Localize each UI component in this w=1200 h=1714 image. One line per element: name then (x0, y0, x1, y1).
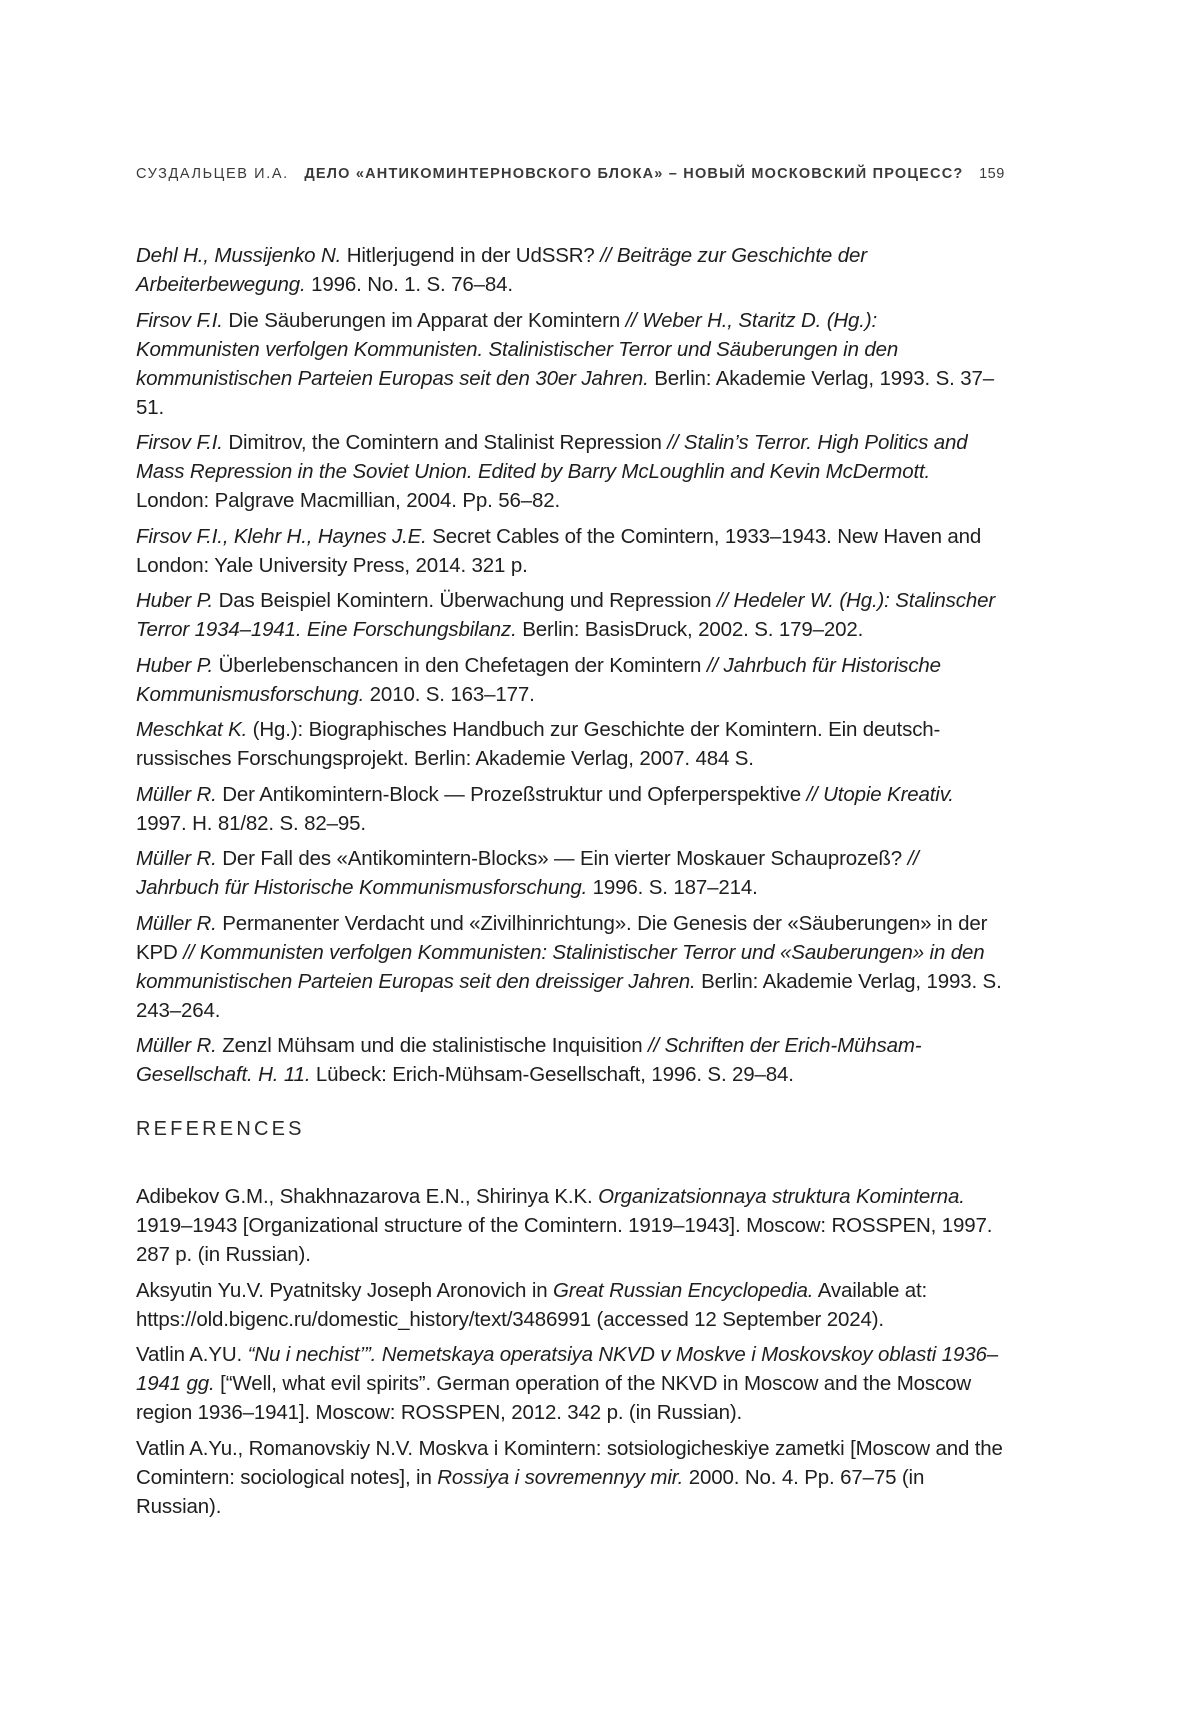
entry-italic-text: Rossiya i sovremennyy mir. (437, 1466, 683, 1489)
bibliography-entry (136, 241, 1006, 299)
entry-text: Berlin: Akademie Verlag, 1993. S. 243–264. (136, 970, 1002, 1022)
entry-italic-text: Organizatsionnaya struktura Kominterna. (598, 1185, 965, 1208)
entry-text: Available at: https://old.bigenc.ru/domestic_history/text/3486991 (accessed 12 September 2024). (136, 1279, 927, 1331)
bibliography-entry (136, 522, 1006, 580)
bibliography-entry (136, 306, 1006, 422)
entry-italic-text: // Hedeler W. (Hg.): Stalinscher Terror 1934–1941. Eine Forschungsbilanz. (136, 589, 995, 641)
entry-italic-text: “Nu i nechist’”. Nemetskaya operatsiya NKVD v Moskve i Moskovskoy oblasti 1936–1941 gg. (136, 1343, 998, 1395)
bibliography-entry (136, 1340, 1006, 1427)
entry-text: Vatlin A.YU. (136, 1343, 248, 1366)
bibliography-entry (136, 844, 1006, 902)
entry-text: Berlin: Akademie Verlag, 1993. S. 37–51. (136, 367, 994, 419)
entry-text: Vatlin A.Yu., Romanovskiy N.V. Moskva i Komintern: sotsiologicheskiye zametki [Moscow and the Comintern: sociological notes], in (136, 1437, 1003, 1489)
running-head (136, 166, 1066, 182)
bibliography-entry (136, 1434, 1006, 1521)
entry-text: 2010. S. 163–177. (364, 683, 535, 706)
bibliography-entry (136, 780, 1006, 838)
running-head-author: СУЗДАЛЬЦЕВ И.А. (136, 166, 289, 182)
entry-italic-text: Müller R. (136, 912, 217, 935)
entry-text: 2000. No. 4. Pp. 67–75 (in Russian). (136, 1466, 924, 1518)
entry-italic-text: // Weber H., Staritz D. (Hg.): Kommunisten verfolgen Kommunisten. Stalinistischer Terror und Säuberungen in den kommunistischen Parteien Europas seit den 30er Jahren. (136, 309, 898, 390)
entry-italic-text: Firsov F.I., Klehr H., Haynes J.E. (136, 525, 427, 548)
journal-page (0, 0, 1200, 1714)
entry-italic-text: // Utopie Kreativ. (807, 783, 954, 806)
entry-text: Lübeck: Erich-Mühsam-Gesellschaft, 1996. S. 29–84. (310, 1063, 793, 1086)
bibliography-entry (136, 1276, 1006, 1334)
entry-text: 1996. No. 1. S. 76–84. (306, 273, 513, 296)
entry-italic-text: Firsov F.I. (136, 309, 223, 332)
entry-italic-text: Firsov F.I. (136, 431, 223, 454)
bibliography-entry (136, 586, 1006, 644)
entry-text: (Hg.): Biographisches Handbuch zur Geschichte der Komintern. Ein deutsch-russisches Forschungsprojekt. Berlin: Akademie Verlag, 2007. 484 S. (136, 718, 940, 770)
entry-text: Das Beispiel Komintern. Überwachung und Repression (213, 589, 717, 612)
entry-text: Secret Cables of the Comintern, 1933–1943. New Haven and London: Yale University Press, 2014. 321 p. (136, 525, 981, 577)
entry-text: Dimitrov, the Comintern and Stalinist Repression (223, 431, 667, 454)
page-number: 159 (979, 166, 1005, 182)
entry-italic-text: Meschkat K. (136, 718, 247, 741)
entry-italic-text: Great Russian Encyclopedia. (553, 1279, 813, 1302)
entry-italic-text: Dehl H., Mussijenko N. (136, 244, 341, 267)
literature-list (136, 241, 1006, 1096)
entry-italic-text: Huber P. (136, 654, 213, 677)
references-heading: REFERENCES (136, 1118, 305, 1141)
bibliography-entry (136, 651, 1006, 709)
bibliography-entry (136, 1182, 1006, 1269)
entry-text: Aksyutin Yu.V. Pyatnitsky Joseph Aronovich in (136, 1279, 553, 1302)
entry-text: Berlin: BasisDruck, 2002. S. 179–202. (517, 618, 863, 641)
entry-text: Zenzl Mühsam und die stalinistische Inquisition (217, 1034, 648, 1057)
entry-italic-text: // Stalin’s Terror. High Politics and Mass Repression in the Soviet Union. Edited by Barry McLoughlin and Kevin McDermott. (136, 431, 967, 483)
entry-italic-text: // Jahrbuch für Historische Kommunismusforschung. (136, 654, 941, 706)
entry-italic-text: // Beiträge zur Geschichte der Arbeiterbewegung. (136, 244, 867, 296)
entry-text: Der Antikomintern-Block — Prozeßstruktur und Opferperspektive (217, 783, 807, 806)
entry-text: [“Well, what evil spirits”. German operation of the NKVD in Moscow and the Moscow region 1936–1941]. Moscow: ROSSPEN, 2012. 342 p. (in Russian). (136, 1372, 971, 1424)
entry-italic-text: // Schriften der Erich-Mühsam-Gesellschaft. H. 11. (136, 1034, 922, 1086)
bibliography-entry (136, 1031, 1006, 1089)
entry-text: London: Palgrave Macmillian, 2004. Pp. 56–82. (136, 489, 560, 512)
entry-text: Die Säuberungen im Apparat der Komintern (223, 309, 626, 332)
entry-text: Adibekov G.M., Shakhnazarova E.N., Shirinya K.K. (136, 1185, 598, 1208)
entry-italic-text: Müller R. (136, 783, 217, 806)
running-head-title: ДЕЛО «АНТИКОМИНТЕРНОВСКОГО БЛОКА» – НОВЫЙ МОСКОВСКИЙ ПРОЦЕСС? (304, 166, 963, 182)
entry-italic-text: Huber P. (136, 589, 213, 612)
bibliography-entry (136, 909, 1006, 1025)
entry-text: Hitlerjugend in der UdSSR? (341, 244, 600, 267)
entry-italic-text: Müller R. (136, 847, 217, 870)
bibliography-entry (136, 428, 1006, 515)
entry-italic-text: // Kommunisten verfolgen Kommunisten: Stalinistischer Terror und «Sauberungen» in den kommunistischen Parteien Europas seit den dreissiger Jahren. (136, 941, 985, 993)
entry-text: 1919–1943 [Organizational structure of the Comintern. 1919–1943]. Moscow: ROSSPEN, 1997. 287 p. (in Russian). (136, 1214, 992, 1266)
entry-text: Der Fall des «Antikomintern-Blocks» — Ein vierter Moskauer Schauprozeß? (217, 847, 908, 870)
entry-text: Überlebenschancen in den Chefetagen der Komintern (213, 654, 707, 677)
bibliography-entry (136, 715, 1006, 773)
entry-text: Permanenter Verdacht und «Zivilhinrichtung». Die Genesis der «Säuberungen» in der KPD (136, 912, 987, 964)
entry-text: 1997. H. 81/82. S. 82–95. (136, 812, 366, 835)
entry-italic-text: // Jahrbuch für Historische Kommunismusforschung. (136, 847, 919, 899)
entry-text: 1996. S. 187–214. (587, 876, 758, 899)
references-list (136, 1182, 1006, 1527)
entry-italic-text: Müller R. (136, 1034, 217, 1057)
